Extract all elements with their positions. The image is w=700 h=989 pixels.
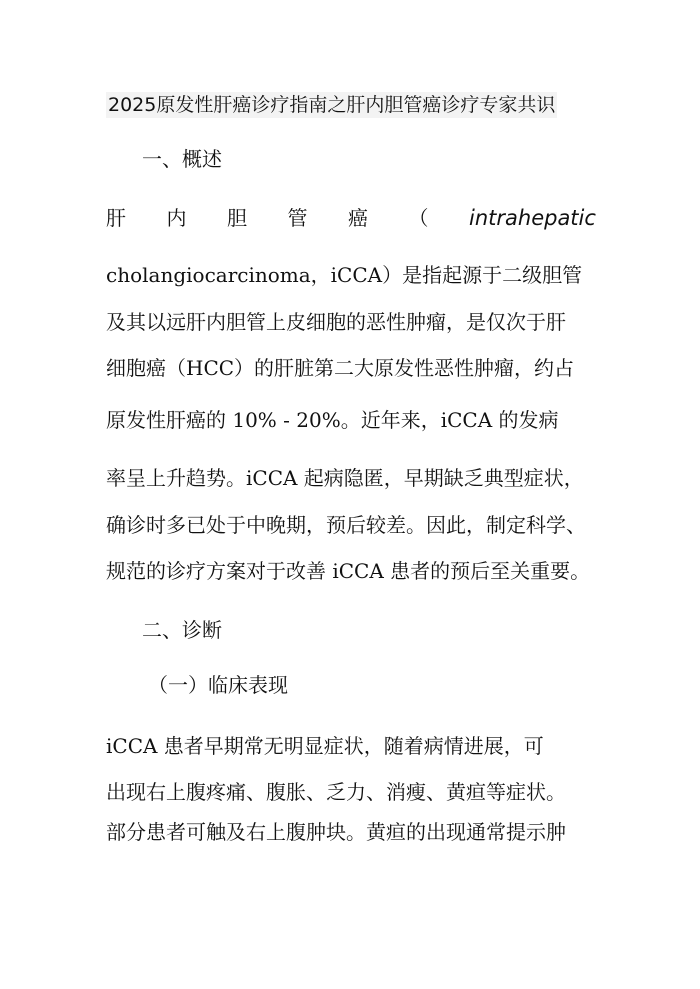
paragraph-line: 确诊时多已处于中晚期，预后较差。因此，制定科学、: [106, 513, 586, 537]
document-title: 2025原发性肝癌诊疗指南之肝内胆管癌诊疗专家共识: [108, 94, 556, 116]
justified-char: 管: [287, 206, 308, 230]
subheading-clinical: （一）临床表现: [148, 673, 288, 697]
justified-char: 肝: [106, 206, 126, 230]
paragraph-line: cholangiocarcinoma，iCCA）是指起源于二级胆管: [106, 263, 583, 287]
justified-char: 癌: [348, 206, 368, 230]
paragraph-line: 原发性肝癌的 10% - 20%。近年来，iCCA 的发病: [106, 408, 559, 432]
section-heading-diagnosis: 二、诊断: [142, 618, 222, 642]
section-heading-overview: 一、概述: [142, 147, 222, 171]
justified-char: （: [408, 206, 429, 230]
paragraph-line: 部分患者可触及右上腹肿块。黄疸的出现通常提示肿: [106, 820, 566, 844]
paragraph-line-justified: [106, 203, 596, 233]
paragraph-line: iCCA 患者早期常无明显症状，随着病情进展，可: [106, 734, 544, 758]
paragraph-line: 出现右上腹疼痛、腹胀、乏力、消瘦、黄疸等症状。: [106, 780, 566, 804]
paragraph-line: 细胞癌（HCC）的肝脏第二大原发性恶性肿瘤，约占: [106, 356, 575, 380]
paragraph-line: 规范的诊疗方案对于改善 iCCA 患者的预后至关重要。: [106, 559, 591, 583]
justified-char: 胆: [227, 206, 247, 230]
paragraph-line: 及其以远肝内胆管上皮细胞的恶性肿瘤，是仅次于肝: [106, 310, 566, 334]
paragraph-line: 率呈上升趋势。iCCA 起病隐匿，早期缺乏典型症状，: [106, 466, 584, 490]
justified-char: 内: [166, 206, 187, 230]
justified-term: intrahepatic: [469, 206, 596, 230]
